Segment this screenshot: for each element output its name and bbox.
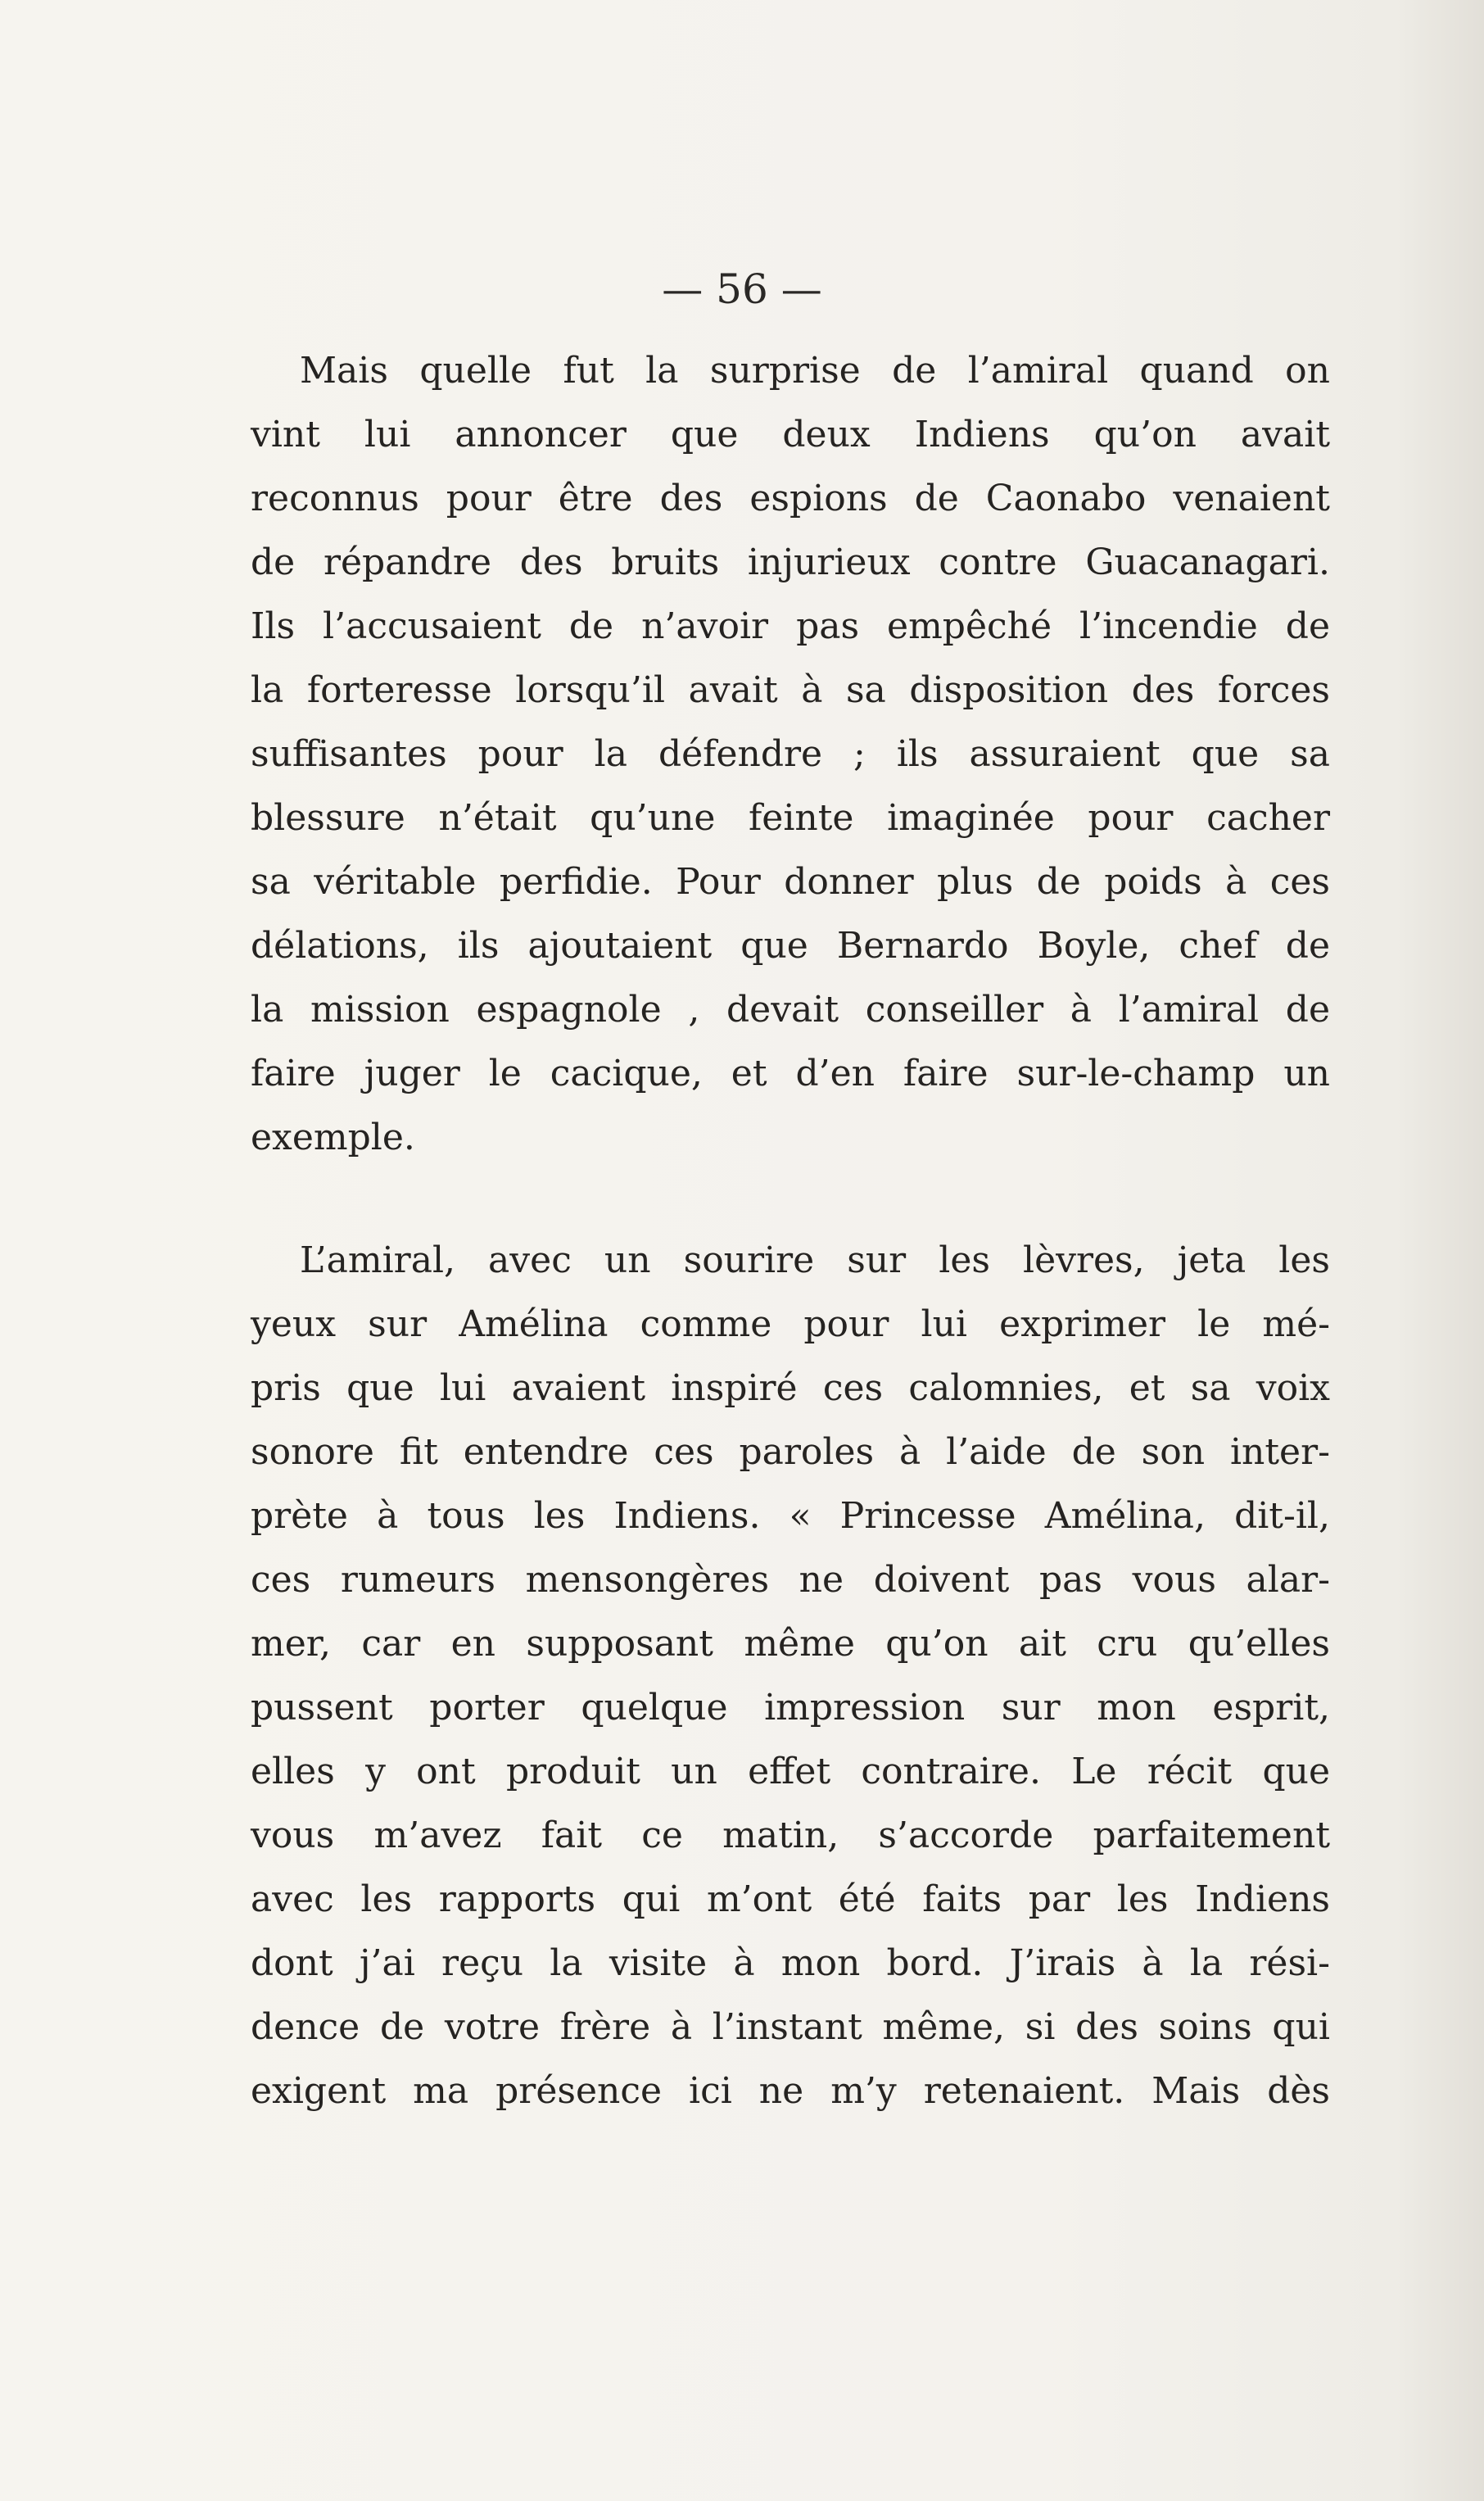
text-line: L’amiral, avec un sourire sur les lèvres, jeta les xyxy=(300,1239,1330,1281)
text-line: sa véritable perfidie. Pour donner plus de poids à ces xyxy=(251,861,1330,903)
text-line: vint lui annoncer que deux Indiens qu’on avait xyxy=(251,414,1330,455)
text-line: sonore fit entendre ces paroles à l’aide de son inter- xyxy=(251,1431,1330,1473)
text-line: la mission espagnole , devait conseiller à l’amiral de xyxy=(251,989,1330,1031)
text-line: de répandre des bruits injurieux contre Guacanagari. xyxy=(251,541,1330,583)
text-line: vous m’avez fait ce matin, s’accorde parfaitement xyxy=(251,1815,1330,1856)
text-line: dont j’ai reçu la visite à mon bord. J’irais à la rési- xyxy=(251,1942,1330,1984)
text-line: exigent ma présence ici ne m’y retenaient. Mais dès xyxy=(251,2070,1330,2112)
text-line: mer, car en supposant même qu’on ait cru qu’elles xyxy=(251,1623,1330,1665)
text-line: délations, ils ajoutaient que Bernardo Boyle, chef de xyxy=(251,925,1330,967)
text-line: blessure n’était qu’une feinte imaginée pour cacher xyxy=(251,797,1330,839)
text-line: prète à tous les Indiens. « Princesse Amélina, dit-il, xyxy=(251,1495,1330,1537)
text-line: elles y ont produit un effet contraire. Le récit que xyxy=(251,1751,1330,1792)
text-line: ces rumeurs mensongères ne doivent pas vous alar- xyxy=(251,1559,1330,1601)
text-line: la forteresse lorsqu’il avait à sa disposition des forces xyxy=(251,669,1330,711)
text-line: suffisantes pour la défendre ; ils assuraient que sa xyxy=(251,733,1330,775)
paragraph-2 xyxy=(251,1229,1330,2123)
text-line: pris que lui avaient inspiré ces calomnies, et sa voix xyxy=(251,1367,1330,1409)
paragraph-1 xyxy=(251,339,1330,1170)
text-line: Ils l’accusaient de n’avoir pas empêché l’incendie de xyxy=(251,605,1330,647)
text-line: exemple. xyxy=(251,1117,415,1158)
text-line: dence de votre frère à l’instant même, si des soins qui xyxy=(251,2006,1330,2048)
text-line: avec les rapports qui m’ont été faits par les Indiens xyxy=(251,1878,1330,1920)
text-line: yeux sur Amélina comme pour lui exprimer le mé- xyxy=(251,1303,1330,1345)
text-line: pussent porter quelque impression sur mon esprit, xyxy=(251,1687,1330,1728)
text-line: reconnus pour être des espions de Caonabo venaient xyxy=(251,478,1330,519)
page-number: — 56 — xyxy=(662,265,822,313)
text-line: faire juger le cacique, et d’en faire sur-le-champ un xyxy=(251,1053,1330,1094)
text-line: Mais quelle fut la surprise de l’amiral quand on xyxy=(300,350,1330,392)
